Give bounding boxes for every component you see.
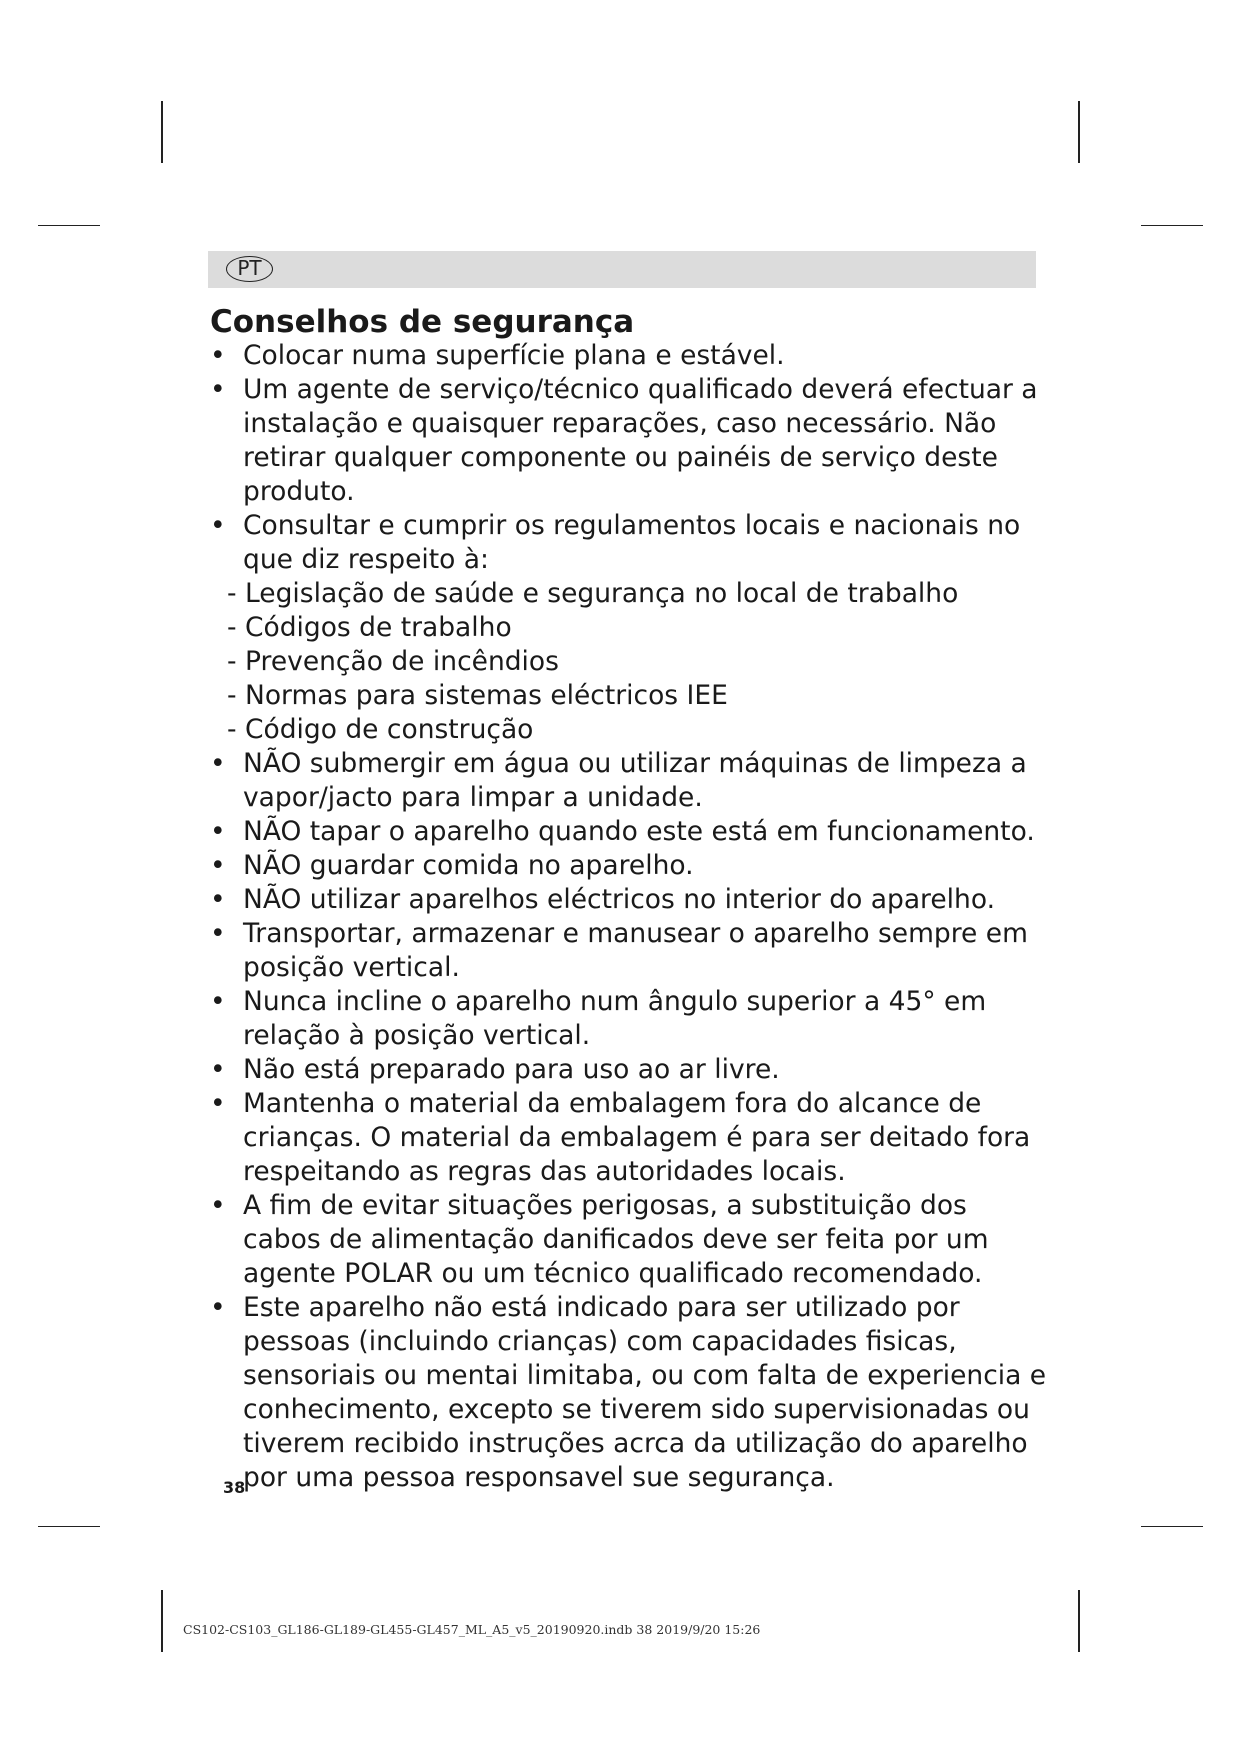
bullet-icon: • (210, 510, 226, 541)
page-number: 38 (223, 1478, 246, 1497)
bullet-icon: • (210, 884, 226, 915)
language-header-bar (208, 251, 1036, 288)
list-item: • NÃO tapar o aparelho quando este está em funcionamento. (210, 816, 1035, 847)
list-item: • NÃO utilizar aparelhos eléctricos no interior do aparelho. (210, 884, 996, 915)
sub-list-item: - Legislação de saúde e segurança no local de trabalho (227, 578, 959, 609)
bullet-icon: • (210, 850, 226, 881)
sub-list-item: - Normas para sistemas eléctricos IEE (227, 680, 728, 711)
bullet-icon: • (210, 816, 226, 847)
list-item: • A fim de evitar situações perigosas, a substituição dos cabos de alimentação danificados deve ser feita por um agente POLAR ou um técnico qualificado recomendado. (210, 1190, 989, 1289)
crop-mark-top-right (1078, 101, 1080, 163)
bullet-icon: • (210, 918, 226, 949)
crop-mark-bottom-left (161, 1590, 163, 1652)
safety-advice-list (210, 339, 1050, 1495)
list-item: • Mantenha o material da embalagem fora do alcance de crianças. O material da embalagem é para ser deitado fora respeitando as regras das autoridades locais. (210, 1088, 1031, 1187)
bullet-icon: • (210, 374, 226, 405)
list-item: • Nunca incline o aparelho num ângulo superior a 45° em relação à posição vertical. (210, 986, 987, 1051)
list-item: • NÃO guardar comida no aparelho. (210, 850, 694, 881)
section-title: Conselhos de segurança (210, 304, 635, 340)
crop-mark-bottom-right (1078, 1590, 1080, 1652)
crop-mark-left-upper (38, 225, 100, 226)
list-item: • Este aparelho não está indicado para ser utilizado por pessoas (incluindo crianças) com capacidades fisicas, sensoriais ou mentai limitaba, ou com falta de experiencia e conhecimento, excepto se tiverem sido supervisionadas ou tiverem recibido instruções acrca da utilização do aparelho por uma pessoa responsavel sue segurança. (210, 1292, 1047, 1493)
list-item: • Um agente de serviço/técnico qualificado deverá efectuar a instalação e quaisquer reparações, caso necessário. Não retirar qualquer componente ou painéis de serviço deste produto. (210, 374, 1038, 507)
bullet-icon: • (210, 1088, 226, 1119)
list-item: • Consultar e cumprir os regulamentos locais e nacionais no que diz respeito à: (210, 510, 1021, 575)
list-item: • NÃO submergir em água ou utilizar máquinas de limpeza a vapor/jacto para limpar a unidade. (210, 748, 1027, 813)
language-badge: PT (226, 256, 273, 282)
bullet-icon: • (210, 748, 226, 779)
crop-mark-right-upper (1141, 225, 1203, 226)
list-item: • Não está preparado para uso ao ar livre. (210, 1054, 780, 1085)
sub-list-item: - Prevenção de incêndios (227, 646, 559, 677)
crop-mark-left-lower (38, 1526, 100, 1527)
sub-list-item: - Código de construção (227, 714, 534, 745)
crop-mark-right-lower (1141, 1526, 1203, 1527)
crop-mark-top-left (161, 101, 163, 163)
sub-list-item: - Códigos de trabalho (227, 612, 512, 643)
list-item: • Colocar numa superfície plana e estável. (210, 340, 785, 371)
bullet-icon: • (210, 986, 226, 1017)
list-item: • Transportar, armazenar e manusear o aparelho sempre em posição vertical. (210, 918, 1028, 983)
bullet-icon: • (210, 1054, 226, 1085)
print-info-footer: CS102-CS103_GL186-GL189-GL455-GL457_ML_A5_v5_20190920.indb 38 2019/9/20 15:26 (183, 1622, 761, 1637)
bullet-icon: • (210, 1292, 226, 1323)
bullet-icon: • (210, 340, 226, 371)
bullet-icon: • (210, 1190, 226, 1221)
